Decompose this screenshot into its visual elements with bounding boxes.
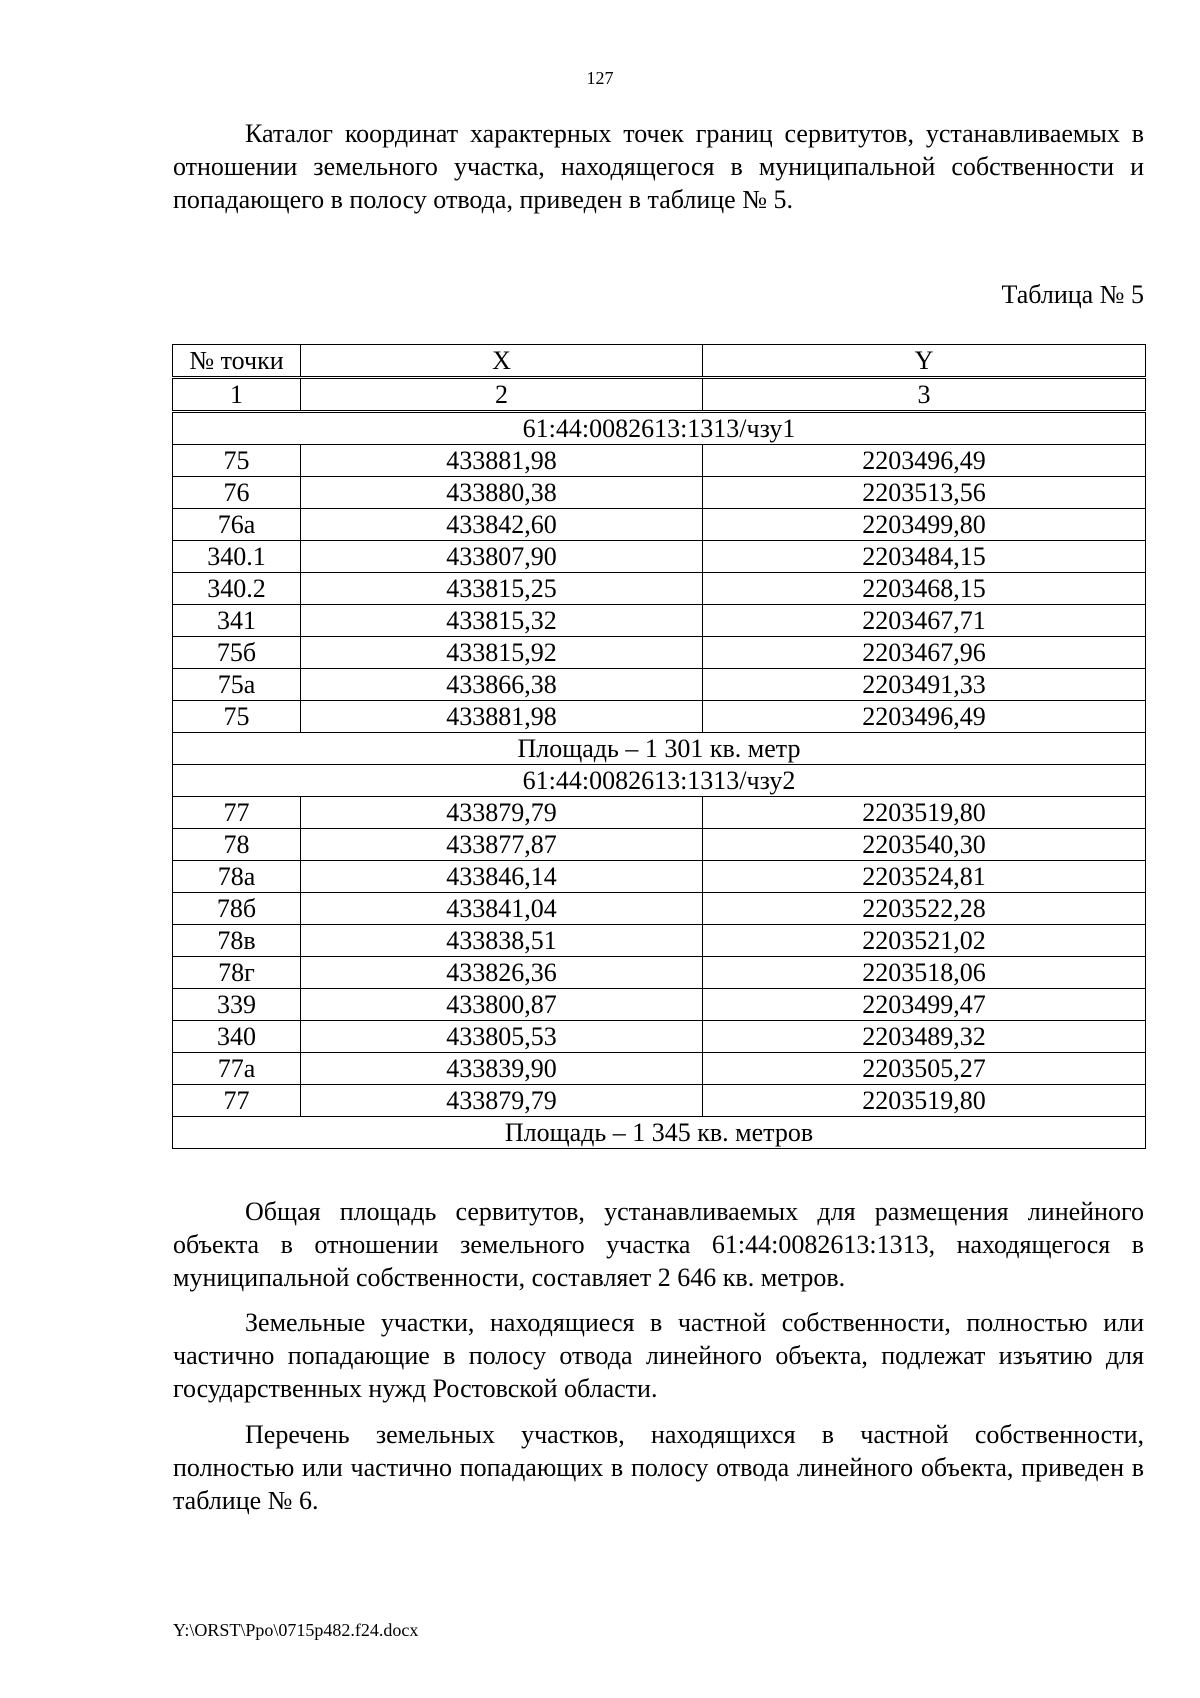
- point-number-cell: 76а: [173, 509, 301, 541]
- area-row: [173, 733, 1146, 765]
- point-number-cell: 75: [173, 445, 301, 477]
- point-number-cell: 340.2: [173, 573, 301, 605]
- x-coordinate-cell: 433800,87: [301, 989, 703, 1021]
- y-coordinate-cell: 2203499,47: [703, 989, 1146, 1021]
- point-number-cell: 78г: [173, 957, 301, 989]
- column-number-2: 2: [301, 378, 703, 412]
- y-coordinate-cell: 2203524,81: [703, 861, 1146, 893]
- y-coordinate-cell: 2203518,06: [703, 957, 1146, 989]
- section-title: 61:44:0082613:1313/чзу2: [173, 765, 1146, 797]
- y-coordinate-cell: 2203468,15: [703, 573, 1146, 605]
- y-coordinate-cell: 2203519,80: [703, 1085, 1146, 1117]
- y-coordinate-cell: 2203496,49: [703, 701, 1146, 733]
- x-coordinate-cell: 433879,79: [301, 797, 703, 829]
- section-title: 61:44:0082613:1313/чзу1: [173, 412, 1146, 445]
- area-row: [173, 1117, 1146, 1149]
- x-coordinate-cell: 433846,14: [301, 861, 703, 893]
- header-x: X: [301, 345, 703, 378]
- point-number-cell: 77: [173, 797, 301, 829]
- table-row: [173, 605, 1146, 637]
- point-number-cell: 78: [173, 829, 301, 861]
- table-row: [173, 1021, 1146, 1053]
- table-row: [173, 573, 1146, 605]
- x-coordinate-cell: 433881,98: [301, 701, 703, 733]
- coordinates-table: [172, 344, 1146, 1149]
- table-row: [173, 1053, 1146, 1085]
- y-coordinate-cell: 2203496,49: [703, 445, 1146, 477]
- table-row: [173, 445, 1146, 477]
- y-coordinate-cell: 2203489,32: [703, 1021, 1146, 1053]
- table-row: [173, 669, 1146, 701]
- x-coordinate-cell: 433881,98: [301, 445, 703, 477]
- y-coordinate-cell: 2203521,02: [703, 925, 1146, 957]
- table-row: [173, 797, 1146, 829]
- point-number-cell: 341: [173, 605, 301, 637]
- x-coordinate-cell: 433842,60: [301, 509, 703, 541]
- point-number-cell: 76: [173, 477, 301, 509]
- table-row: [173, 1085, 1146, 1117]
- point-number-cell: 77а: [173, 1053, 301, 1085]
- x-coordinate-cell: 433815,25: [301, 573, 703, 605]
- x-coordinate-cell: 433815,32: [301, 605, 703, 637]
- point-number-cell: 75а: [173, 669, 301, 701]
- table-row: [173, 957, 1146, 989]
- x-coordinate-cell: 433805,53: [301, 1021, 703, 1053]
- column-number-row: [173, 378, 1146, 412]
- x-coordinate-cell: 433841,04: [301, 893, 703, 925]
- table-row: [173, 925, 1146, 957]
- section-area: Площадь – 1 345 кв. метров: [173, 1117, 1146, 1149]
- table-row: [173, 989, 1146, 1021]
- table-row: [173, 893, 1146, 925]
- y-coordinate-cell: 2203522,28: [703, 893, 1146, 925]
- y-coordinate-cell: 2203491,33: [703, 669, 1146, 701]
- x-coordinate-cell: 433880,38: [301, 477, 703, 509]
- section-title-row: [173, 765, 1146, 797]
- intro-paragraph: Каталог координат характерных точек границ сервитутов, устанавливаемых в отношении земельного участка, находящегося в муниципальной собственности и попадающего в полосу отвода, приведен в таблице № 5.: [173, 119, 1144, 214]
- point-number-cell: 75: [173, 701, 301, 733]
- y-coordinate-cell: 2203505,27: [703, 1053, 1146, 1085]
- y-coordinate-cell: 2203499,80: [703, 509, 1146, 541]
- y-coordinate-cell: 2203484,15: [703, 541, 1146, 573]
- header-point-number: № точки: [173, 345, 301, 378]
- footer-file-path: Y:\ORST\Ppo\0715p482.f24.docx: [173, 1620, 419, 1640]
- x-coordinate-cell: 433866,38: [301, 669, 703, 701]
- column-number-1: 1: [173, 378, 301, 412]
- section-area: Площадь – 1 301 кв. метр: [173, 733, 1146, 765]
- y-coordinate-cell: 2203513,56: [703, 477, 1146, 509]
- table-row: [173, 477, 1146, 509]
- table-header-row: [173, 345, 1146, 378]
- x-coordinate-cell: 433826,36: [301, 957, 703, 989]
- point-number-cell: 78а: [173, 861, 301, 893]
- x-coordinate-cell: 433877,87: [301, 829, 703, 861]
- table-row: [173, 509, 1146, 541]
- page-number: 127: [586, 68, 614, 88]
- table-row: [173, 701, 1146, 733]
- x-coordinate-cell: 433838,51: [301, 925, 703, 957]
- y-coordinate-cell: 2203467,96: [703, 637, 1146, 669]
- y-coordinate-cell: 2203540,30: [703, 829, 1146, 861]
- point-number-cell: 77: [173, 1085, 301, 1117]
- x-coordinate-cell: 433839,90: [301, 1053, 703, 1085]
- point-number-cell: 78в: [173, 925, 301, 957]
- x-coordinate-cell: 433815,92: [301, 637, 703, 669]
- point-number-cell: 340.1: [173, 541, 301, 573]
- private-land-paragraph: Земельные участки, находящиеся в частной собственности, полностью или частично попадающие в полосу отвода линейного объекта, подлежат изъятию для государственных нужд Ростовской области.: [173, 1308, 1144, 1403]
- x-coordinate-cell: 433879,79: [301, 1085, 703, 1117]
- y-coordinate-cell: 2203519,80: [703, 797, 1146, 829]
- table-caption: Таблица № 5: [1001, 280, 1144, 309]
- header-y: Y: [703, 345, 1146, 378]
- table-row: [173, 861, 1146, 893]
- y-coordinate-cell: 2203467,71: [703, 605, 1146, 637]
- section-title-row: [173, 412, 1146, 445]
- point-number-cell: 78б: [173, 893, 301, 925]
- point-number-cell: 75б: [173, 637, 301, 669]
- point-number-cell: 340: [173, 1021, 301, 1053]
- total-area-paragraph: Общая площадь сервитутов, устанавливаемых для размещения линейного объекта в отношении земельного участка 61:44:0082613:1313, находящегося в муниципальной собственности, составляет 2 646 кв. метров.: [173, 1197, 1144, 1292]
- x-coordinate-cell: 433807,90: [301, 541, 703, 573]
- column-number-3: 3: [703, 378, 1146, 412]
- table-row: [173, 829, 1146, 861]
- table-row: [173, 637, 1146, 669]
- land-list-paragraph: Перечень земельных участков, находящихся в частной собственности, полностью или частично попадающих в полосу отвода линейного объекта, приведен в таблице № 6.: [173, 1420, 1144, 1515]
- table-row: [173, 541, 1146, 573]
- point-number-cell: 339: [173, 989, 301, 1021]
